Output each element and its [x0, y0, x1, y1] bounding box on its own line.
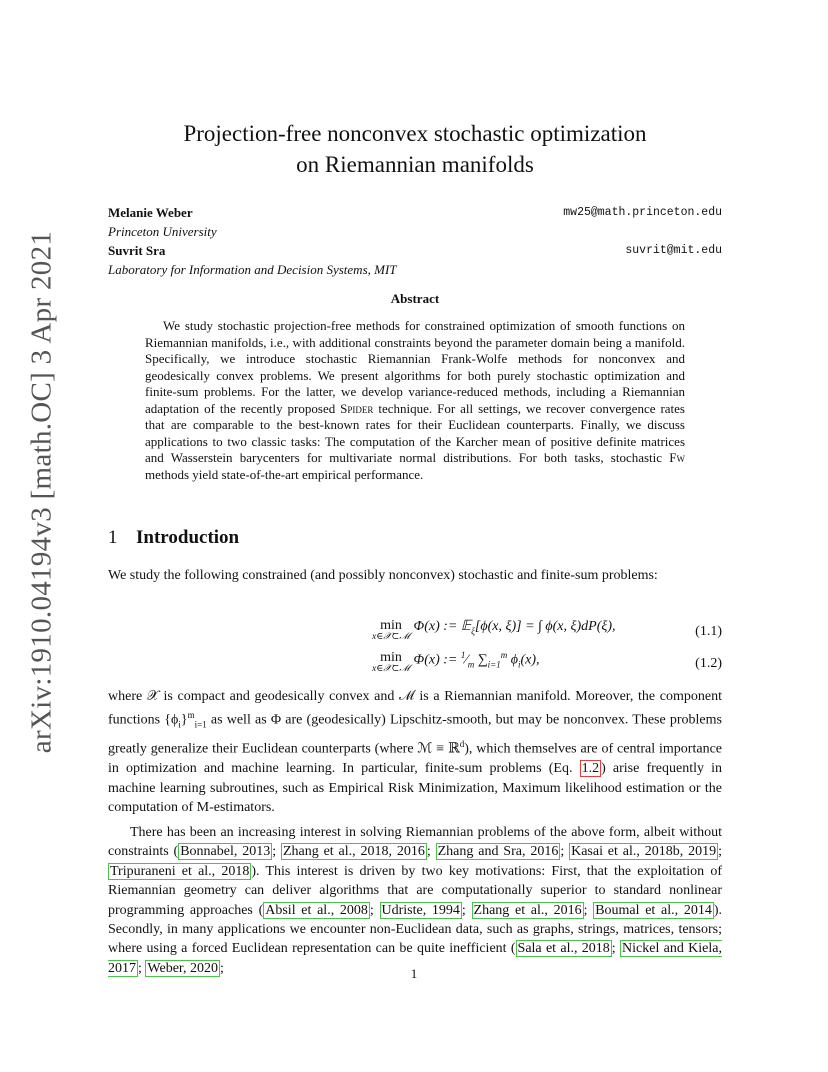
author-email: suvrit@mit.edu — [625, 244, 722, 257]
author-affiliation: Laboratory for Information and Decision Systems, MIT — [108, 262, 397, 277]
author-affiliation: Princeton University — [108, 224, 217, 239]
arxiv-sidebar — [22, 230, 62, 754]
section-heading — [108, 527, 239, 549]
section-number: 1 — [108, 527, 118, 548]
author-name: Suvrit Sra — [108, 243, 166, 258]
citation-link[interactable]: Udriste, 1994 — [381, 902, 460, 918]
citation-link[interactable]: Zhang and Sra, 2016 — [437, 844, 559, 860]
equation-reference-link[interactable]: 1.2 — [581, 761, 600, 777]
section-title: Introduction — [136, 527, 240, 548]
body-paragraph: There has been an increasing interest in solving Riemannian problems of the above form, albeit without constraints ( Bonnabel, 2013 ; Zhang et al., 2018, 2016 ; Zhang and Sra, 2016 ; Kasai et al., 2018b, 2019 ; Tripuraneni et al., 2018 ). This interest is driven by two key motivations: First, that the exploitation of Riemannian geometry can deliver algorithms that are computationally superior to standard nonlinear programming approaches ( Absil et al., 2008 ; Udriste, 1994 ; Zhang et al., 2016 ; Boumal et al., 2014 ). Secondly, in many applications we encounter non-Euclidean data, such as graphs, strings, matrices, tensors; where using a forced Euclidean representation can be quite inefficient ( Sala et al., 2018 ; Nickel and Kiela, 2017 ; Weber, 2020 ; — [108, 825, 723, 976]
citation-link[interactable]: Sala et al., 2018 — [517, 941, 610, 957]
abstract-text: We study stochastic projection-free methods for constrained optimization of smooth functions on Riemannian manifolds, i.e., with additional constraints beyond the parameter domain being a manifold. Specifically, we introduce stochastic Riemannian Frank-Wolfe methods for nonconvex and geodesically convex problems. We present algorithms for both purely stochastic optimization and finite-sum problems. For the latter, we develop variance-reduced methods, including a Riemannian adaptation of the recently proposed Spider technique. For all settings, we recover convergence rates that are comparable to the best-known rates for their Euclidean counterparts. Finally, we discuss applications to two classic tasks: The computation of the Karcher mean of positive definite matrices and Wasserstein barycenters for multivariate normal distributions. For both tasks, stochastic Fw methods yield state-of-the-art empirical performance. — [145, 318, 685, 482]
citation-link[interactable]: Zhang et al., 2016 — [473, 902, 582, 918]
author-block-2 — [108, 241, 722, 279]
citation-link[interactable]: Kasai et al., 2018b, 2019 — [571, 844, 717, 860]
equation-label: (1.2) — [695, 656, 722, 671]
citation-link[interactable]: Weber, 2020 — [147, 960, 219, 976]
body-paragraph: where 𝒳 is compact and geodesically convex and ℳ is a Riemannian manifold. Moreover, the component functions $\{\phi_i\}^m_{i=1}$ as well as Φ are (geodesically) Lipschitz-smooth, but may be nonconvex. These problems greatly generalize their Euclidean counterparts (where ℳ ≡ ℝ$^d$), which themselves are of central importance in optimization and machine learning. In particular, finite-sum problems (Eq. 1.2 ) arise frequently in machine learning subroutines, such as Empirical Risk Minimization, Maximum likelihood estimation or the computation of M-estimators. — [108, 689, 723, 816]
citation-link[interactable]: Bonnabel, 2013 — [180, 844, 271, 860]
abstract-heading: Abstract — [390, 291, 440, 306]
citation-link[interactable]: Zhang et al., 2018, 2016 — [282, 844, 425, 860]
citation-link[interactable]: Nickel and Kiela, 2017 — [108, 941, 723, 976]
page-number: 1 — [410, 966, 418, 981]
author-block-1 — [108, 203, 722, 241]
intro-paragraph: We study the following constrained (and possibly nonconvex) stochastic and finite-sum problems: — [108, 568, 658, 583]
equation-1-1: min x∈𝒳⊂ℳ Φ(x) := 𝔼$_\xi$[ϕ(x, ξ)] = ∫ ϕ(x, ξ)dP(ξ), (1.1) — [372, 618, 722, 642]
citation-link[interactable]: Absil et al., 2008 — [265, 902, 368, 918]
equation-1-2: min x∈𝒳⊂ℳ Φ(x) := $^1⁄_m$ $\sum_{i=1}^m$ $\phi_i(x)$, (1.2) — [372, 650, 722, 674]
citation-link[interactable]: Tripuraneni et al., 2018 — [110, 863, 250, 879]
author-email: mw25@math.princeton.edu — [563, 206, 722, 219]
arxiv-identifier: arXiv:1910.04194v3 [math.OC] 3 Apr 2021 — [25, 230, 58, 754]
citation-link[interactable]: Boumal et al., 2014 — [595, 902, 712, 918]
author-name: Melanie Weber — [108, 205, 193, 220]
equation-label: (1.1) — [695, 624, 722, 639]
paper-title: Projection-free nonconvex stochastic optimization on Riemannian manifolds — [183, 121, 647, 177]
